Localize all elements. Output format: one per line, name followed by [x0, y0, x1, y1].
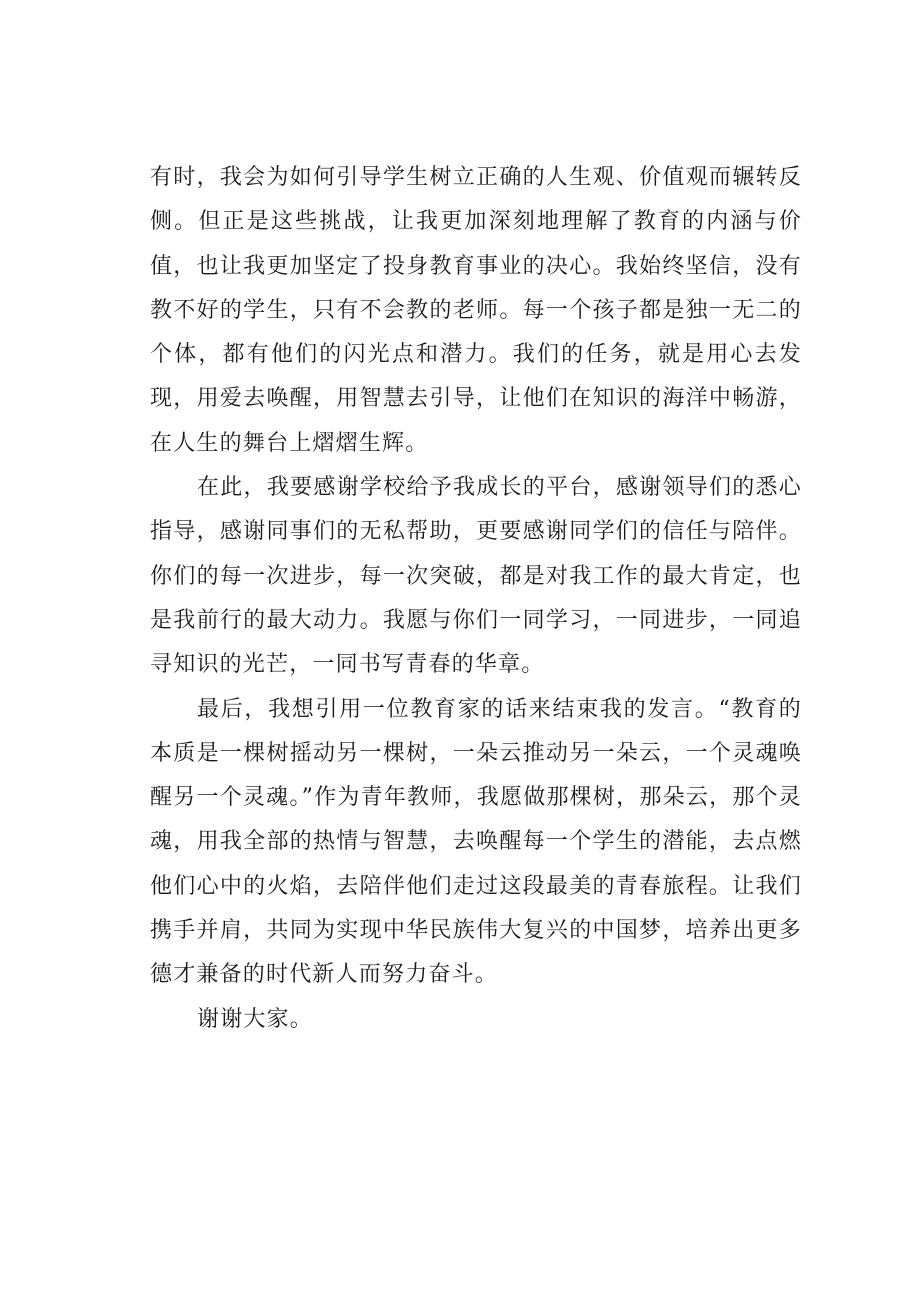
paragraph-thanks: 在此，我要感谢学校给予我成长的平台，感谢领导们的悉心指导，感谢同事们的无私帮助，更要感谢同学们的信任与陪伴。你们的每一次进步，每一次突破，都是对我工作的最大肯定，也是我前行的最大动力。我愿与你们一同学习，一同进步，一同追寻知识的光芒，一同书写青春的华章。 [150, 475, 802, 678]
paragraph-continuation: 有时，我会为如何引导学生树立正确的人生观、价值观而辗转反侧。但正是这些挑战，让我更加深刻地理解了教育的内涵与价值，也让我更加坚定了投身教育事业的决心。我始终坚信，没有教不好的学生，只有不会教的老师。每一个孩子都是独一无二的个体，都有他们的闪光点和潜力。我们的任务，就是用心去发现，用爱去唤醒，用智慧去引导，让他们在知识的海洋中畅游，在人生的舞台上熠熠生辉。 [150, 165, 802, 456]
speech-body [150, 156, 802, 1042]
paragraph-sign-off: 谢谢大家。 [197, 1006, 314, 1032]
paragraph-closing-quote: 最后，我想引用一位教育家的话来结束我的发言。“教育的本质是一棵树摇动另一棵树，一朵云推动另一朵云，一个灵魂唤醒另一个灵魂。”作为青年教师，我愿做那棵树，那朵云，那个灵魂，用我全部的热情与智慧，去唤醒每一个学生的潜能，去点燃他们心中的火焰，去陪伴他们走过这段最美的青春旅程。让我们携手并肩，共同为实现中华民族伟大复兴的中国梦，培养出更多德才兼备的时代新人而努力奋斗。 [150, 696, 802, 988]
